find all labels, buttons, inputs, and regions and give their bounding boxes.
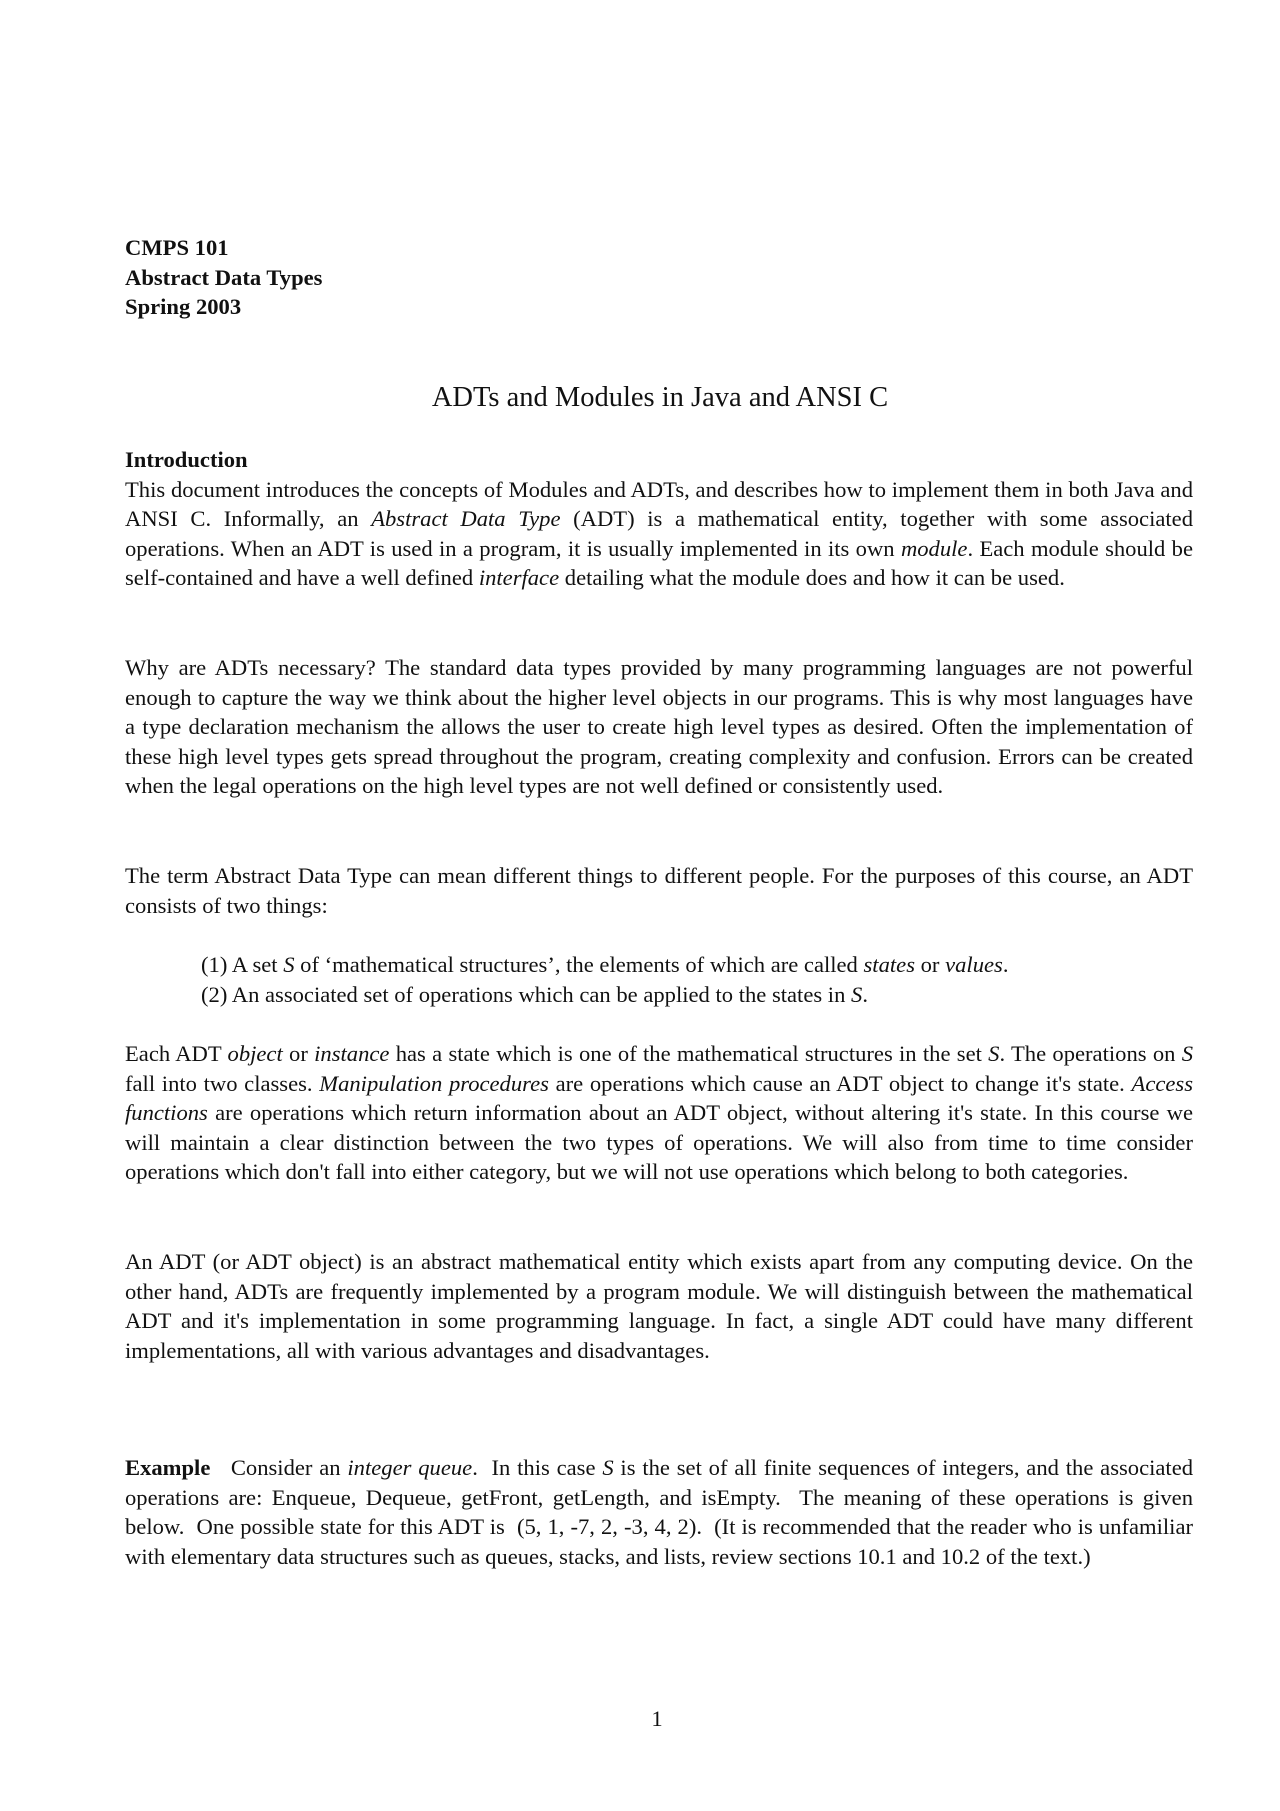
section-heading-introduction: Introduction [125, 447, 248, 472]
emphasis-term: S [283, 952, 295, 977]
course-topic: Abstract Data Types [125, 264, 323, 290]
paragraph-why-adts: Why are ADTs necessary? The standard data types provided by many programming languages are not powerful enough to capture the way we think about the higher level objects in our programs. This is why most languages have a type declaration mechanism the allows the user to create high level types as desired. Often the implementation of these high level types gets spread throughout the program, creating complexity and confusion. Errors can be created when the legal operations on the high level types are not well defined or consistently used. [125, 655, 1193, 799]
paragraph-intro [125, 475, 1193, 593]
emphasis-term: instance [314, 1041, 390, 1066]
course-term: Spring 2003 [125, 294, 242, 320]
paragraph-example [125, 1453, 1199, 1571]
section-introduction [125, 445, 1193, 593]
emphasis-term: Manipulation procedures [319, 1070, 549, 1096]
text-run: is the set of all finite sequences of integers, and the associated operations are: Enqueue, Dequeue, getFront, getLength, and isEmpty. The meaning of these operations is given below. One possible state for this ADT is (5, 1, -7, 2, -3, 4, 2). (It is recommended that the reader who is unfamiliar with elementary data structures such as queues, stacks, and lists, review sections 10.1 and 10.2 of the text.) [125, 1455, 1199, 1569]
text-run: of ‘mathematical structures’, the elements of which are called [294, 952, 864, 977]
paragraph-adt-definition: The term Abstract Data Type can mean different things to different people. For the purposes of this course, an ADT consists of two things: [125, 863, 1193, 918]
text-run: . The operations on [999, 1041, 1182, 1066]
text-run: or [282, 1041, 315, 1066]
list-item [201, 950, 1009, 980]
list-item [201, 980, 1009, 1010]
text-run: Each ADT [125, 1041, 228, 1066]
emphasis-term: interface [478, 565, 560, 591]
text-run: has a state which is one of the mathematical structures in the set [389, 1041, 989, 1066]
example-label: Example [125, 1455, 211, 1480]
emphasis-term: S [1181, 1041, 1193, 1066]
emphasis-term: Access functions [125, 1070, 1193, 1126]
text-run: (ADT) is a mathematical entity, together with some associated operations. When an ADT is used in a program, it is usually implemented in its own [125, 506, 1193, 561]
text-run: are operations which cause an ADT object to change it's state. [548, 1070, 1132, 1096]
page-number: 1 [651, 1706, 663, 1731]
emphasis-term: values [945, 952, 1003, 977]
text-run: detailing what the module does and how it can be used. [559, 565, 1065, 591]
emphasis-term: integer queue [347, 1455, 473, 1480]
document-title: ADTs and Modules in Java and ANSI C [431, 382, 889, 413]
text-run: . In this case [472, 1455, 603, 1480]
text-run: are operations which return information about an ADT object, without altering it's state. In this course we will maintain a clear distinction between the two types of operations. We will also from time to time consider operations which don't fall into either category, but we will not use operations which belong to both categories. [125, 1100, 1193, 1185]
text-run: . Each module should be self-contained and have a well defined [125, 535, 1194, 591]
course-header [125, 233, 322, 322]
text-run: fall into two classes. [125, 1070, 320, 1096]
emphasis-term: module [900, 535, 968, 561]
text-run: This document introduces the concepts of Modules and ADTs, and describes how to implement them in both Java and ANSI C. Informally, an [125, 476, 1193, 532]
text-run: (1) A set [201, 952, 284, 977]
text-run: Consider an [210, 1455, 348, 1480]
text-run: . [1002, 952, 1009, 977]
emphasis-term: S [602, 1455, 614, 1480]
course-code: CMPS 101 [125, 235, 229, 260]
paragraph-adt-implementation: An ADT (or ADT object) is an abstract mathematical entity which exists apart from any computing device. On the other hand, ADTs are frequently implemented by a program module. We will distinguish between the mathematical ADT and it's implementation in some programming language. In fact, a single ADT could have many different implementations, all with various advantages and disadvantages. [125, 1249, 1193, 1363]
text-run: or [914, 952, 946, 977]
paragraph-adt-operations [125, 1039, 1193, 1187]
emphasis-term: S [851, 981, 863, 1007]
adt-components-list [201, 950, 1009, 1009]
emphasis-term: object [227, 1041, 283, 1066]
text-run: (2) An associated set of operations which can be applied to the states in [201, 981, 852, 1007]
emphasis-term: Abstract Data Type [371, 506, 561, 532]
emphasis-term: states [863, 952, 915, 977]
text-run: . [862, 981, 868, 1007]
emphasis-term: S [988, 1041, 1000, 1066]
